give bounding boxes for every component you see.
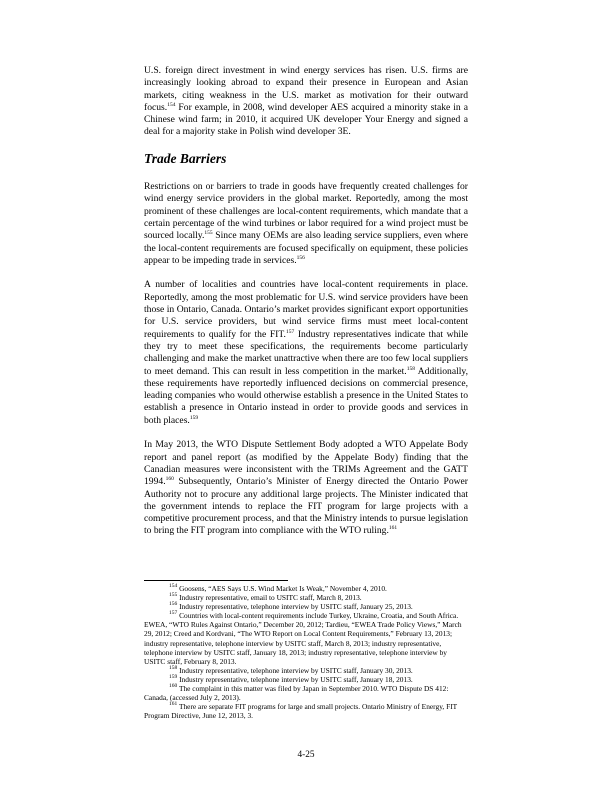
- paragraph-text: Restrictions on or barriers to trade in goods have frequently created challenges for wind energy service providers in the global market. Reportedly, among the most prominent of these challenges are local-content requirements, which mandate that a certain percentage of the wind turbines or labor required for a wind project must be sourced locally.: [144, 181, 468, 242]
- footnote-ref: 154: [167, 101, 176, 108]
- footnote-text: The complaint in this matter was filed by Japan in September 2010. WTO Dispute DS 412: Canada, (accessed July 2, 2013).: [144, 684, 449, 703]
- footnote-ref: 158: [406, 365, 415, 372]
- footnote-156: [144, 602, 468, 611]
- footnote-number: 156: [169, 601, 178, 608]
- footnote-text: Industry representative, email to USITC staff, March 8, 2013.: [177, 593, 362, 603]
- footnote-ref: 161: [388, 525, 398, 532]
- footnote-text: There are separate FIT programs for large and small projects. Ontario Ministry of Energy, FIT Program Directive, June 12, 2013, 3.: [144, 702, 458, 721]
- footnote-text: Industry representative, telephone interview by USITC staff, January 30, 2013.: [177, 665, 413, 675]
- paragraph-localities: [144, 279, 468, 427]
- footnote-155: [144, 593, 468, 602]
- footnote-text: Industry representative, telephone interview by USITC staff, January 25, 2013.: [177, 602, 413, 612]
- footnote-ref: 160: [165, 476, 174, 483]
- footnote-ref: 157: [285, 328, 295, 335]
- footnote-160: [144, 684, 468, 702]
- footnote-161: [144, 702, 468, 720]
- footnote-text: Goosens, “AES Says U.S. Wind Market Is Weak,” November 4, 2010.: [177, 584, 387, 593]
- page-body: [144, 65, 468, 550]
- paragraph-text: Additionally, these requirements have reportedly influenced decisions on commercial presence, leading companies who would otherwise establish a presence in the United States to establish a presence in Ontario instead in order to provide goods and services in both places.: [144, 365, 468, 426]
- paragraph-text: Industry representatives indicate that while they try to meet these specifications, the requirements become particularly challenging and make the market unattractive when there are too few local suppliers to meet demand. This can result in less competition in the market.: [144, 328, 468, 377]
- footnote-text: Industry representative, telephone interview by USITC staff, January 18, 2013.: [177, 674, 413, 684]
- paragraph-text: A number of localities and countries have local-content requirements in place. Reportedly, among the most problematic for U.S. wind service providers have been those in Ontario, Canada. Ontario’s market provides significant export opportunities for U.S. service providers, but wind service firms must meet local-content requirements to qualify for the FIT.: [144, 279, 468, 340]
- paragraph-text: U.S. foreign direct investment in wind energy services has risen. U.S. firms are increasingly looking abroad to expand their presence in European and Asian markets, citing weakness in the U.S. market as motivation for their outward focus.: [144, 65, 468, 113]
- paragraph-text: In May 2013, the WTO Dispute Settlement Body adopted a WTO Appelate Body report and panel report (as modified by the Appelate Body) finding that the Canadian measures were inconsistent with the TRIMs Agreement and the GATT 1994.: [144, 439, 468, 488]
- footnotes: [144, 584, 468, 720]
- paragraph-fdi: [144, 65, 468, 139]
- footnote-ref: 159: [189, 414, 199, 421]
- paragraph-text: Subsequently, Ontario’s Minister of Energy directed the Ontario Power Authority not to procure any additional large projects. The Minister indicated that the government intends to replace the FIT program for large projects with a competitive procurement process, and that the Ministry intends to pursue legislation to bring the FIT program into compliance with the WTO ruling.: [144, 476, 468, 537]
- footnote-number: 154: [169, 583, 178, 589]
- footnote-157: [144, 611, 468, 666]
- footnote-154: [144, 584, 468, 593]
- footnote-text: Countries with local-content requirements include Turkey, Ukraine, Croatia, and South Africa. EWEA, “WTO Rules Against Ontario,” December 20, 2012; Tardieu, “EWEA Trade Policy Views,” March 29, 2012; Creed and Kordvani, “The WTO Report on Local Content Requirements,” February 13, 2013; industry representative, telephone interview by USITC staff, March 8, 2013; industry representative, telephone interview by USITC staff, January 18, 2013; industry representative, telephone interview by USITC staff, February 8, 2013.: [144, 611, 462, 666]
- paragraph-wto: [144, 439, 468, 537]
- footnote-number: 159: [169, 673, 178, 680]
- paragraph-text: For example, in 2008, wind developer AES acquired a minority stake in a Chinese wind farm; in 2010, it acquired UK developer Your Energy and signed a deal for a majority stake in Polish wind developer 3E.: [144, 101, 468, 138]
- footnote-number: 158: [169, 664, 178, 671]
- page-number: 4-25: [297, 750, 315, 760]
- paragraph-restrictions: [144, 181, 468, 267]
- paragraph-text: Since many OEMs are also leading service suppliers, even where the local-content requirements are focused specifically on equipment, these policies appear to be impeding trade in services.: [144, 230, 468, 266]
- footnote-number: 161: [169, 701, 178, 708]
- footnote-ref: 155: [204, 230, 213, 237]
- footnote-divider: [144, 580, 288, 581]
- footnote-number: 160: [169, 683, 178, 690]
- section-heading: Trade Barriers: [144, 151, 227, 167]
- footnote-ref: 156: [296, 254, 305, 261]
- footnote-159: [144, 675, 468, 684]
- footnote-158: [144, 666, 468, 675]
- footnote-number: 155: [169, 592, 178, 599]
- footnote-number: 157: [169, 610, 178, 617]
